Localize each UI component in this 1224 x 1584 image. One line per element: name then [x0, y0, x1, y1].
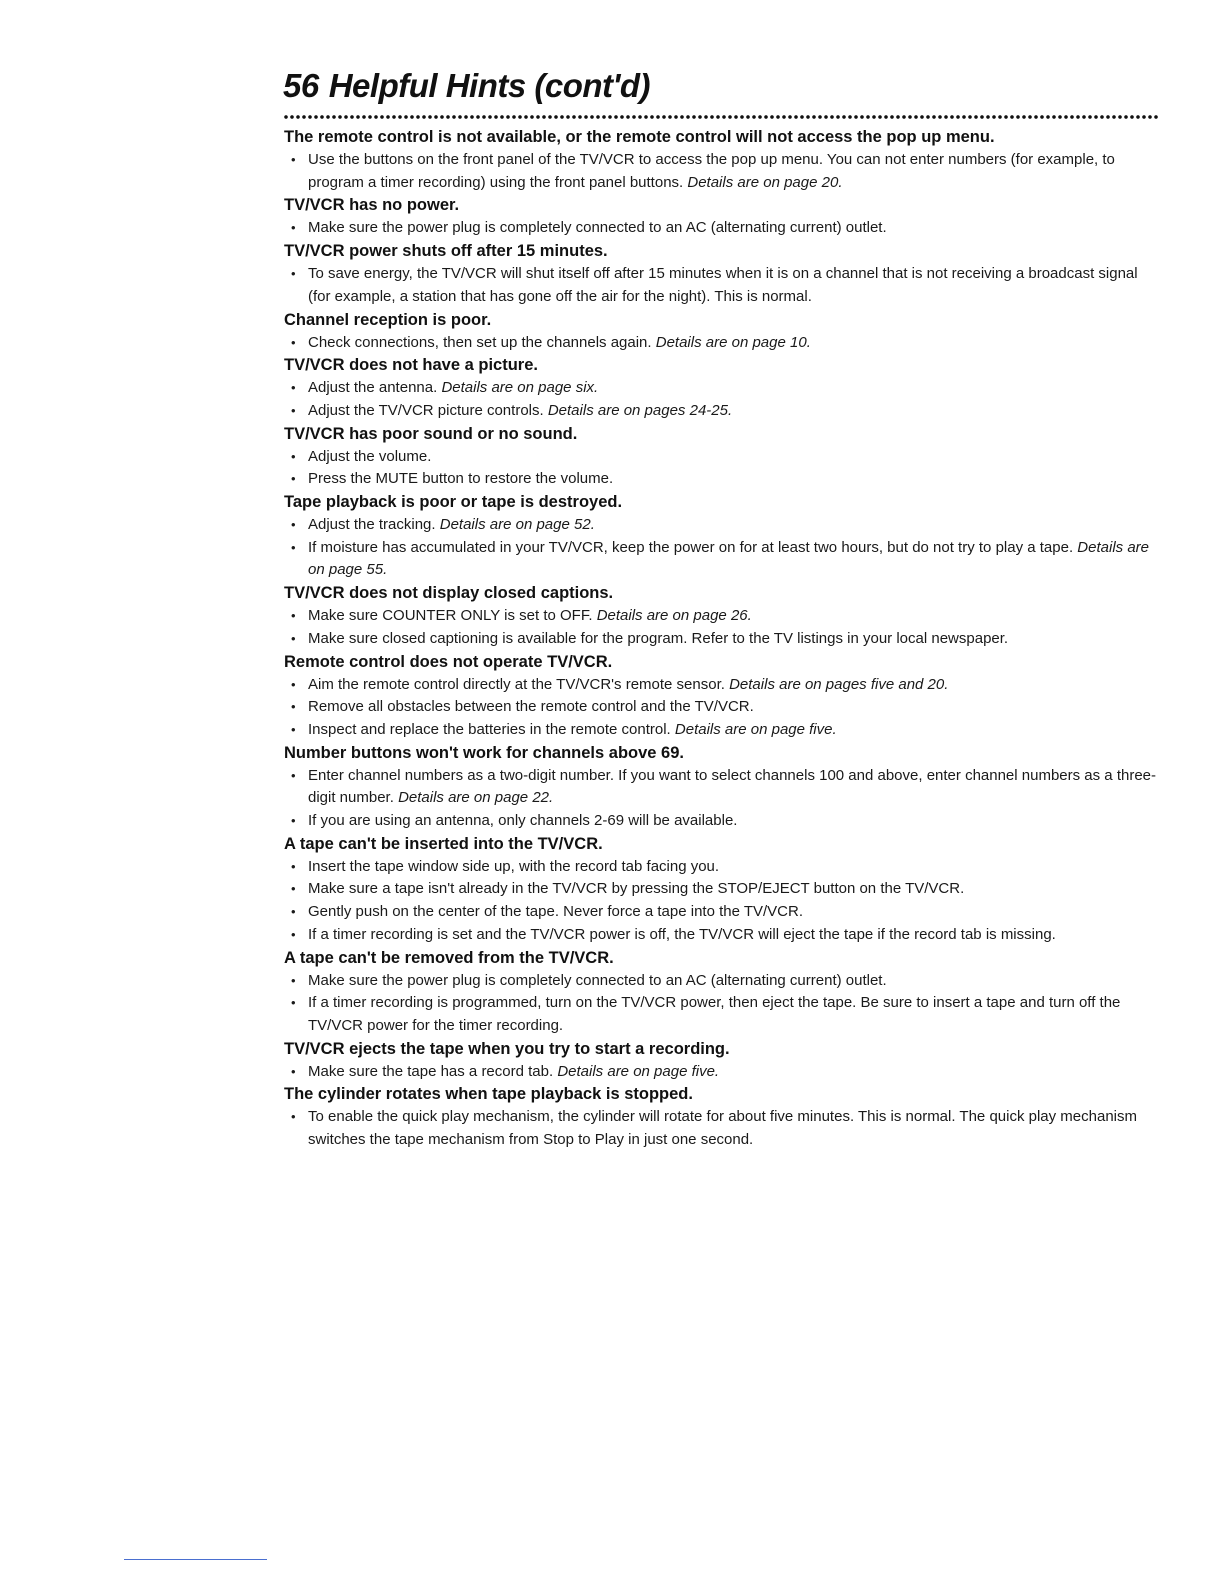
list-item [284, 605, 1164, 628]
list-item [284, 628, 1164, 651]
list-item [284, 719, 1164, 742]
bullet-list [284, 446, 1164, 491]
hint-text: To enable the quick play mechanism, the cylinder will rotate for about five minutes. This is normal. The quick play mechanism switches the tape mechanism from Stop to Play in just one second. [308, 1108, 1137, 1149]
section-heading: TV/VCR has no power. [284, 196, 460, 215]
section-heading: TV/VCR does not display closed captions. [284, 584, 614, 603]
bullet-list [284, 1106, 1164, 1151]
page-title-text: Helpful Hints (cont'd) [328, 67, 651, 104]
list-item [284, 514, 1164, 537]
list-item [284, 970, 1164, 993]
page-reference: Details are on page 55. [308, 538, 1149, 579]
section-heading: TV/VCR has poor sound or no sound. [284, 424, 578, 443]
bullet-list [284, 856, 1164, 947]
list-item [284, 468, 1164, 491]
list-item [284, 1061, 1164, 1084]
hint-section [284, 1038, 1164, 1084]
section-heading: Channel reception is poor. [284, 310, 492, 329]
section-heading: A tape can't be removed from the TV/VCR. [284, 948, 614, 967]
bullet-list [284, 674, 1164, 742]
hint-section [284, 423, 1164, 491]
hint-section [284, 742, 1164, 833]
hint-text: Make sure COUNTER ONLY is set to OFF. [308, 607, 593, 625]
page-reference: Details are on page 26. [596, 607, 752, 625]
hint-text: Gently push on the center of the tape. Never force a tape into the TV/VCR. [308, 903, 804, 921]
hint-text: Make sure the power plug is completely connected to an AC (alternating current) outlet. [308, 971, 887, 989]
list-item [284, 992, 1164, 1037]
hint-section [284, 833, 1164, 947]
page-reference: Details are on page 22. [398, 789, 554, 807]
page-reference: Details are on page 20. [687, 173, 843, 191]
list-item [284, 400, 1164, 423]
list-item [284, 674, 1164, 697]
bullet-list [284, 514, 1164, 582]
bullet-list [284, 263, 1164, 308]
troubleshooting-list [284, 126, 1164, 1152]
list-item [284, 765, 1164, 810]
list-item [284, 810, 1164, 833]
hint-section [284, 240, 1164, 308]
hint-section [284, 582, 1164, 650]
hint-text: Inspect and replace the batteries in the remote control. [308, 720, 671, 738]
bullet-list [284, 217, 1164, 240]
dotted-divider [283, 114, 1159, 120]
list-item [284, 446, 1164, 469]
list-item [284, 149, 1164, 194]
list-item [284, 332, 1164, 355]
bullet-list [284, 149, 1164, 194]
list-item [284, 696, 1164, 719]
hint-text: Check connections, then set up the channels again. [308, 333, 652, 351]
list-item [284, 377, 1164, 400]
page-reference: Details are on page 52. [439, 516, 595, 534]
hint-section [284, 1083, 1164, 1151]
hint-text: Insert the tape window side up, with the record tab facing you. [308, 857, 720, 875]
page-title [283, 66, 650, 106]
section-heading: TV/VCR power shuts off after 15 minutes. [284, 242, 608, 261]
hint-text: Make sure the tape has a record tab. [308, 1062, 554, 1080]
hint-text: Adjust the antenna. [308, 379, 438, 397]
hint-text: Remove all obstacles between the remote control and the TV/VCR. [308, 698, 754, 716]
hint-text: Adjust the tracking. [308, 516, 436, 534]
section-heading: TV/VCR does not have a picture. [284, 356, 538, 375]
hint-text: Adjust the volume. [308, 447, 432, 465]
hint-text: Use the buttons on the front panel of the TV/VCR to access the pop up menu. You can not enter numbers (for example, to program a timer recording) using the front panel buttons. [308, 151, 1115, 191]
section-heading: The cylinder rotates when tape playback is stopped. [284, 1085, 693, 1104]
hint-section [284, 491, 1164, 582]
list-item [284, 924, 1164, 947]
page-reference: Details are on page 10. [655, 333, 811, 351]
section-heading: The remote control is not available, or the remote control will not access the pop up menu. [284, 128, 995, 146]
hint-section [284, 309, 1164, 355]
hint-text: Aim the remote control directly at the TV/VCR's remote sensor. [308, 675, 725, 693]
bullet-list [284, 1061, 1164, 1084]
list-item [284, 878, 1164, 901]
section-heading: A tape can't be inserted into the TV/VCR. [284, 834, 603, 853]
section-heading: Number buttons won't work for channels above 69. [284, 743, 684, 762]
hint-section [284, 354, 1164, 422]
list-item [284, 901, 1164, 924]
hint-section [284, 126, 1164, 194]
hint-text: Make sure the power plug is completely connected to an AC (alternating current) outlet. [308, 219, 887, 237]
bullet-list [284, 332, 1164, 355]
list-item [284, 537, 1164, 582]
list-item [284, 1106, 1164, 1151]
bullet-list [284, 765, 1164, 833]
section-heading: Tape playback is poor or tape is destroyed. [284, 493, 623, 512]
hint-text: If moisture has accumulated in your TV/VCR, keep the power on for at least two hours, but do not try to play a tape. [308, 538, 1074, 556]
hint-text: If a timer recording is programmed, turn on the TV/VCR power, then eject the tape. Be sure to insert a tape and turn off the TV/VCR power for the timer recording. [308, 994, 1121, 1034]
hint-text: If a timer recording is set and the TV/VCR power is off, the TV/VCR will eject the tape if the record tab is missing. [308, 925, 1056, 943]
bullet-list [284, 377, 1164, 422]
list-item [284, 263, 1164, 308]
bullet-list [284, 970, 1164, 1038]
page-reference: Details are on page five. [674, 720, 837, 738]
hint-text: Press the MUTE button to restore the volume. [308, 470, 614, 488]
list-item [284, 856, 1164, 879]
hint-section [284, 651, 1164, 742]
footer-rule [124, 1559, 267, 1560]
bullet-list [284, 605, 1164, 650]
hint-text: Enter channel numbers as a two-digit number. If you want to select channels 100 and above, enter channel numbers as a three-digit number. [308, 766, 1157, 807]
list-item [284, 217, 1164, 240]
page-reference: Details are on page five. [557, 1062, 720, 1080]
hint-text: If you are using an antenna, only channels 2-69 will be available. [308, 812, 738, 830]
hint-text: Make sure closed captioning is available for the program. Refer to the TV listings in your local newspaper. [308, 629, 1009, 647]
hint-text: Make sure a tape isn't already in the TV/VCR by pressing the STOP/EJECT button on the TV/VCR. [308, 880, 965, 898]
page-reference: Details are on pages 24-25. [547, 401, 733, 419]
hint-text: Adjust the TV/VCR picture controls. [308, 401, 544, 419]
hint-section [284, 947, 1164, 1038]
page-number: 56 [283, 67, 319, 104]
page-reference: Details are on page six. [441, 379, 599, 397]
section-heading: Remote control does not operate TV/VCR. [284, 652, 613, 671]
hint-text: To save energy, the TV/VCR will shut itself off after 15 minutes when it is on a channel that is not receiving a broadcast signal (for example, a station that has gone off the air for the night). This is normal. [308, 265, 1138, 305]
hint-section [284, 194, 1164, 240]
section-heading: TV/VCR ejects the tape when you try to start a recording. [284, 1039, 730, 1058]
page-reference: Details are on pages five and 20. [729, 675, 949, 693]
